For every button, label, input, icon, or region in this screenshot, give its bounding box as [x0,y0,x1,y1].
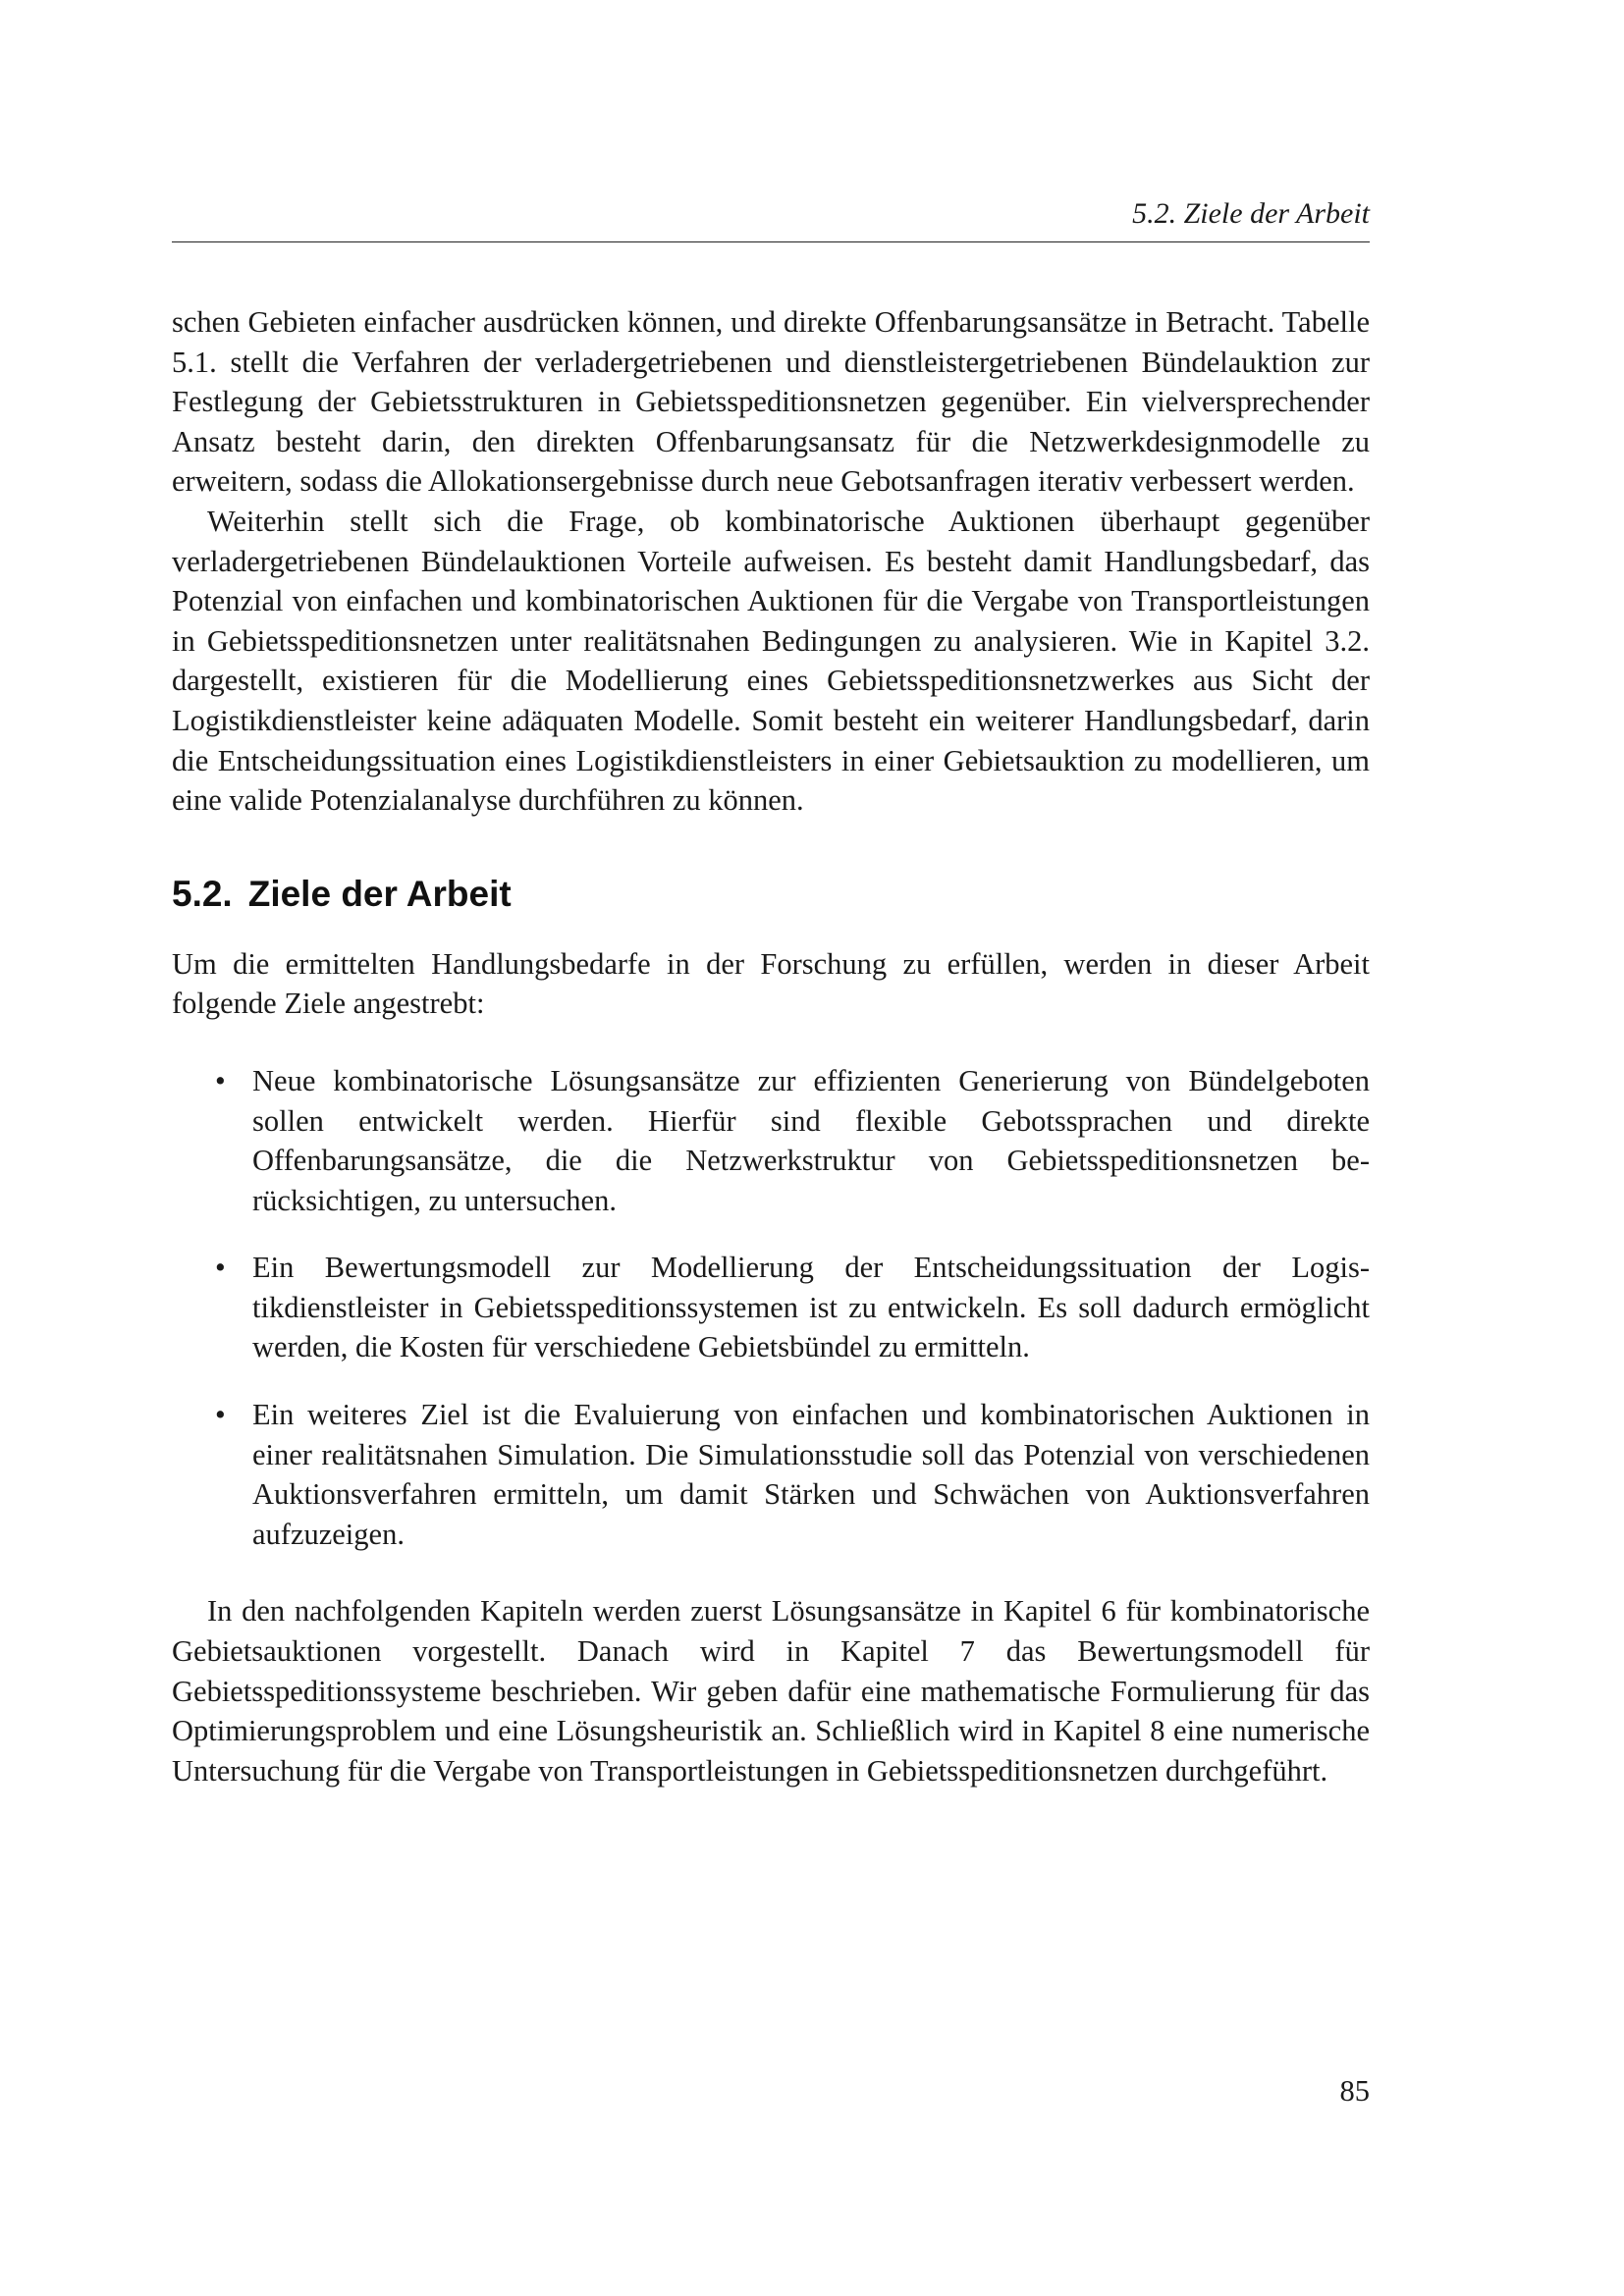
bullet-icon: • [215,1251,226,1285]
goal-item-3 [172,1395,1370,1554]
bullet-icon: • [215,1063,226,1097]
paragraph-4: In den nachfolgenden Kapiteln werden zuerst Lösungsansätze in Kapitel 6 für kombinatorische Gebietsauktionen vorgestellt. Danach wird in Kapitel 7 das Bewertungsmodell für Gebietsspeditionssysteme beschrieben. Wir geben dafür eine mathematische Formulierung für das Optimierungsproblem und eine Lösungsheuristik an. Schließlich wird in Kapitel 8 eine numerische Untersuchung für die Vergabe von Transportleistungen in Gebietsspeditionsnetzen durchgeführt. [172,1594,1370,1788]
page-content [172,302,1370,1790]
section-number: 5.2. [172,873,233,914]
goal-text-3: Ein weiteres Ziel ist die Evaluierung von einfachen und kombinatorischen Auktionen in einer realitätsnahen Simulation. Die Simulationsstudie soll das Potenzial von verschiedenen Auktionsverfahren ermitteln, um damit Stärken und Schwächen von Auktionsverfahren aufzuzeigen. [252,1398,1370,1551]
paragraph-3: Um die ermittelten Handlungsbedarfe in der Forschung zu erfüllen, werden in dieser Arbeit folgende Ziele angestrebt: [172,946,1370,1021]
paragraph-1: schen Gebieten einfacher ausdrücken können, und direkte Offenbarungsansätze in Betracht. Tabelle 5.1. stellt die Verfahren der verladergetriebenen und dienstleistergetriebenen Bündelauktion zur Festlegung der Gebietsstrukturen in Gebietsspeditionsnetzen gegenüber. Ein vielversprechender Ansatz besteht darin, den direkten Offenbarungsansatz für die Netzwerkdesignmodelle zu erweitern, sodass die Allokationsergebnisse durch neue Gebotsanfragen iterativ verbessert werden. [172,305,1370,499]
section-heading [172,872,1370,917]
section-title: Ziele der Arbeit [247,873,512,914]
goal-item-2 [172,1248,1370,1367]
goals-list [172,1061,1370,1555]
goal-text-1: Neue kombinatorische Lösungsansätze zur effizienten Generierung von Bündelgeboten sollen entwickelt werden. Hierfür sind flexible Gebotssprachen und direkte Offenbarungsansätze, die die Netzwerkstruktur von Gebietsspeditionsnetzen berücksichtigen, zu untersuchen. [252,1063,1370,1217]
goal-item-1 [172,1061,1370,1220]
header-rule [172,241,1370,242]
paragraph-2: Weiterhin stellt sich die Frage, ob kombinatorische Auktionen überhaupt gegenüber verladergetriebenen Bündelauktionen Vorteile aufweisen. Es besteht damit Handlungsbedarf, das Potenzial von einfachen und kombinatorischen Auktionen für die Vergabe von Transportleistungen in Gebietsspeditionsnetzen unter realitätsnahen Bedingungen zu analysieren. Wie in Kapitel 3.2. dargestellt, existieren für die Modellierung eines Gebietsspeditionsnetzwerkes aus Sicht der Logistikdienstleister keine adäquaten Modelle. Somit besteht ein weiterer Handlungsbedarf, darin die Entscheidungssituation eines Logistikdienstleisters in einer Gebietsauktion zu modellieren, um eine valide Potenzialanalyse durchführen zu können. [172,504,1370,818]
page-number: 85 [1339,2074,1370,2108]
goal-text-2: Ein Bewertungsmodell zur Modellierung der Entscheidungssituation der Logistikdienstleister in Gebietsspeditionssystemen ist zu entwickeln. Es soll dadurch ermöglicht werden, die Kosten für verschiedene Gebietsbündel zu ermitteln. [252,1251,1370,1364]
running-header: 5.2. Ziele der Arbeit [1132,197,1370,230]
bullet-icon: • [215,1398,226,1432]
